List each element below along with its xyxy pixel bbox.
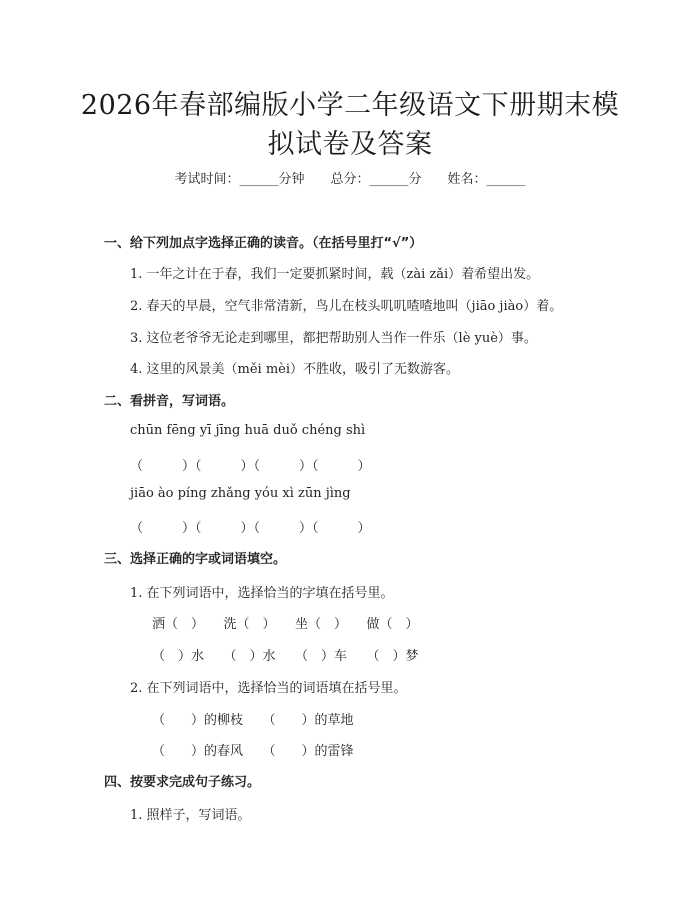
exam-title-line1: 2026年春部编版小学二年级语文下册期末模 <box>80 90 620 121</box>
section4-question-1: 1. 照样子，写词语。 <box>130 808 251 823</box>
section1-item-2: 2. 春天的早晨，空气非常清新，鸟儿在枝头叽叽喳喳地叫（jiāo jiào）着。 <box>130 299 563 314</box>
section3-question-1: 1. 在下列词语中，选择恰当的字填在括号里。 <box>130 586 394 601</box>
section3-q2-row-2: （ ）的春风 （ ）的雷锋 <box>152 744 354 759</box>
section1-item-4: 4. 这里的风景美（měi mèi）不胜收，吸引了无数游客。 <box>130 362 460 377</box>
section3-heading: 三、选择正确的字或词语填空。 <box>104 552 287 567</box>
section3-question-2: 2. 在下列词语中，选择恰当的词语填在括号里。 <box>130 681 407 696</box>
pinyin-row-1: chūn fēng yī jīng huā duǒ chéng shì <box>130 423 366 438</box>
section1-item-1: 1. 一年之计在于春，我们一定要抓紧时间，载（zài zǎi）着希望出发。 <box>130 267 540 282</box>
pinyin-row-2: jiāo ào píng zhǎng yóu xì zūn jìng <box>130 486 351 501</box>
exam-meta-info: 考试时间：______分钟 总分：______分 姓名：______ <box>174 172 526 187</box>
exam-title-line2: 拟试卷及答案 <box>267 129 433 160</box>
section3-q2-row-1: （ ）的柳枝 （ ）的草地 <box>152 713 354 728</box>
section4-heading: 四、按要求完成句子练习。 <box>104 775 261 790</box>
section1-item-3: 3. 这位老爷爷无论走到哪里，都把帮助别人当作一件乐（lè yuè）事。 <box>130 331 537 346</box>
answer-blanks-row-2: （ ）（ ）（ ）（ ） <box>130 521 371 536</box>
section3-q1-row-2: （ ）水 （ ）水 （ ）车 （ ）梦 <box>152 649 419 664</box>
section2-heading: 二、看拼音，写词语。 <box>104 394 235 409</box>
answer-blanks-row-1: （ ）（ ）（ ）（ ） <box>130 459 371 474</box>
section3-q1-row-1: 洒（ ） 洗（ ） 坐（ ） 做（ ） <box>152 617 419 632</box>
section1-heading: 一、给下列加点字选择正确的读音。（在括号里打“√”） <box>104 236 423 251</box>
